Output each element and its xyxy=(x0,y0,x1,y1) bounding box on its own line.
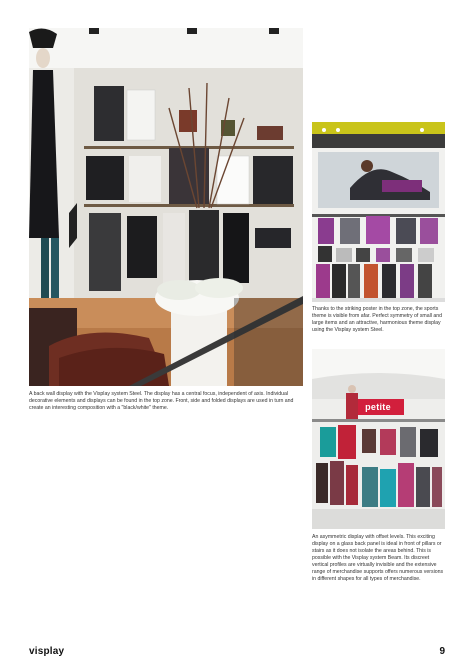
sports-display-photo xyxy=(312,122,445,302)
asymmetric-display-photo xyxy=(312,349,445,529)
page-number: 9 xyxy=(439,646,445,657)
store-sign-text: petite xyxy=(365,402,391,412)
main-display-photo xyxy=(29,28,303,386)
asymmetric-photo-caption: An asymmetric display with offset levels. This exciting display on a glass back panel is ideal in front of pillars or stairs as it does not isolate the areas behind. This is possible with the Visplay system Beam. Its discreet vertical profiles are virtually invisible and the extensive range of merchandise supports offers numerous versions in different shapes for all types of merchandise. xyxy=(312,534,444,582)
sports-photo-caption: Thanks to the striking poster in the top zone, the sports theme is visible from afar. Perfect symmetry of small and large items and an attractive, harmonious theme display using the Visplay system Steel. xyxy=(312,306,443,333)
visplay-logo: visplay xyxy=(29,646,65,657)
main-photo-caption: A back wall display with the Visplay system Steel. The display has a central focus, independent of axis. Individual decorative elements and displays can be found in the top zone. Front, side and folded displays are used in turn and create an interesting composition with a "black/white" theme. xyxy=(29,391,294,411)
